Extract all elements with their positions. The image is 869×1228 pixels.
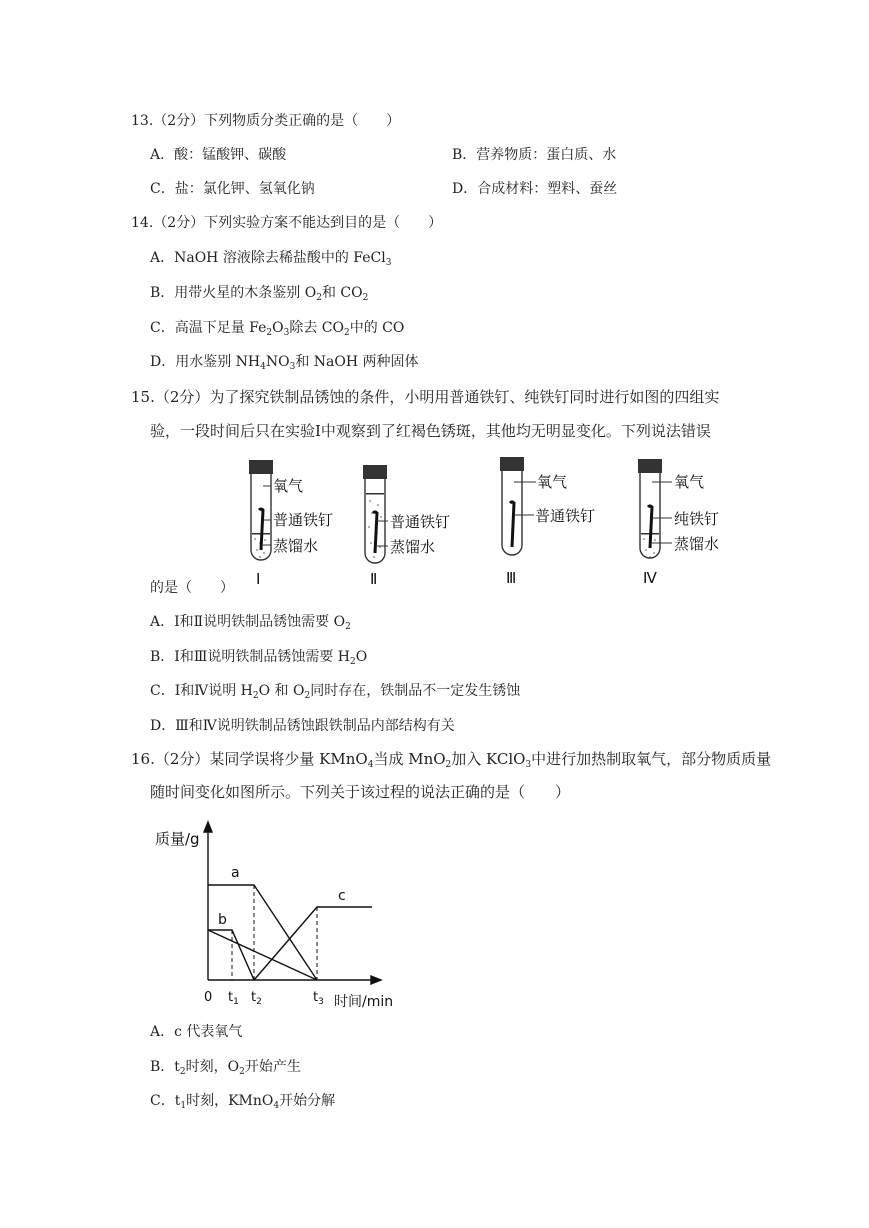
- q15-stem-line3: 的是（ ）: [150, 580, 234, 596]
- q15-option-a: A．Ⅰ和Ⅱ说明铁制品锈蚀需要 $O_2$: [150, 614, 351, 632]
- q14-stem: 14.（2分）下列实验方案不能达到目的是（ ）: [131, 215, 443, 231]
- q16-option-a: A．c 代表氧气: [150, 1024, 243, 1040]
- curve-c-label: c: [338, 888, 346, 904]
- q16-stem-line2: 随时间变化如图所示。下列关于该过程的说法正确的是（ ）: [150, 783, 571, 801]
- tube4-roman-label: Ⅳ: [643, 569, 657, 587]
- mass-time-graph: [150, 820, 410, 1015]
- tube3-roman-label: Ⅲ: [506, 569, 517, 587]
- q14-option-c: C．高温下足量 $Fe_2O_3$除去 $CO_2$中的 CO: [150, 320, 405, 338]
- q16-option-b: B．$t_2$时刻，$O_2$开始产生: [150, 1059, 301, 1077]
- test-tube-4: [638, 459, 719, 587]
- q14-option-d: D．用水鉴别 $NH_4NO_3$和 NaOH 两种固体: [150, 354, 419, 372]
- q13-stem: 13.（2分）下列物质分类正确的是（ ）: [131, 113, 401, 129]
- curve-c: [254, 907, 372, 980]
- tube4-water-label: 蒸馏水: [674, 535, 720, 553]
- q15-option-d: D．Ⅲ和Ⅳ说明铁制品锈蚀跟铁制品内部结构有关: [150, 718, 455, 734]
- q16-stem-line1: 16.（2分）某同学误将少量 KMnO$_4$当成 MnO$_2$加入 KClO$_3$中进行加热制取氧气，部分物质质量: [131, 750, 772, 770]
- origin-label: 0: [204, 990, 213, 1005]
- q15-option-c: C．Ⅰ和Ⅳ说明 $H_2O$ 和 $O_2$同时存在，铁制品不一定发生锈蚀: [150, 683, 521, 701]
- tube1-oxygen-label: 氧气: [273, 477, 304, 495]
- tube1-water-label: 蒸馏水: [273, 537, 319, 555]
- q13-option-d: D．合成材料：塑料、蚕丝: [452, 181, 618, 197]
- q13-option-a: A．酸：锰酸钾、碳酸: [150, 147, 287, 163]
- tube1-roman-label: Ⅰ: [256, 570, 261, 588]
- test-tube-3: [500, 457, 595, 587]
- x-axis-arrow: [371, 976, 381, 984]
- t2-tick-label: $t_2$: [251, 990, 262, 1007]
- test-tubes-figure: [230, 455, 750, 590]
- curve-b-label: b: [218, 912, 227, 928]
- tube2-water-label: 蒸馏水: [390, 538, 436, 556]
- x-axis-label: 时间/min: [334, 994, 394, 1010]
- q14-option-b: B．用带火星的木条鉴别 $O_2$和 $CO_2$: [150, 285, 369, 303]
- q13-option-b: B．营养物质：蛋白质、水: [452, 147, 617, 163]
- tube4-oxygen-label: 氧气: [674, 473, 705, 491]
- tube3-nail-label: 普通铁钉: [535, 507, 596, 525]
- q15-stem-line1: 15.（2分）为了探究铁制品锈蚀的条件，小明用普通铁钉、纯铁钉同时进行如图的四组实: [131, 388, 720, 406]
- q14-option-a: A．NaOH 溶液除去稀盐酸中的 FeCl$_3$: [150, 250, 392, 268]
- q15-stem-line2: 验，一段时间后只在实验Ⅰ中观察到了红褐色锈斑，其他均无明显变化。下列说法错误: [150, 422, 711, 440]
- t1-tick-label: $t_1$: [228, 990, 239, 1007]
- q13-option-c: C．盐：氯化钾、氢氧化钠: [150, 181, 315, 197]
- tube2-roman-label: Ⅱ: [370, 570, 378, 588]
- test-tube-2: [363, 465, 450, 588]
- q16-option-c: C．$t_1$时刻，KMnO$_4$开始分解: [150, 1093, 336, 1111]
- tube3-oxygen-label: 氧气: [537, 473, 568, 491]
- t3-tick-label: $t_3$: [313, 990, 324, 1007]
- tube2-nail-label: 普通铁钉: [390, 513, 451, 531]
- curve-b: [208, 930, 254, 980]
- y-axis-label: 质量/g: [155, 830, 200, 848]
- y-axis-arrow: [204, 822, 212, 832]
- q15-option-b: B．Ⅰ和Ⅲ说明铁制品锈蚀需要 $H_2O$: [150, 649, 368, 667]
- curve-a-label: a: [231, 865, 240, 881]
- tube4-pure-nail-label: 纯铁钉: [674, 510, 720, 528]
- test-tube-1: [249, 460, 333, 588]
- tube1-nail-label: 普通铁钉: [273, 511, 334, 529]
- curve-a: [208, 885, 317, 980]
